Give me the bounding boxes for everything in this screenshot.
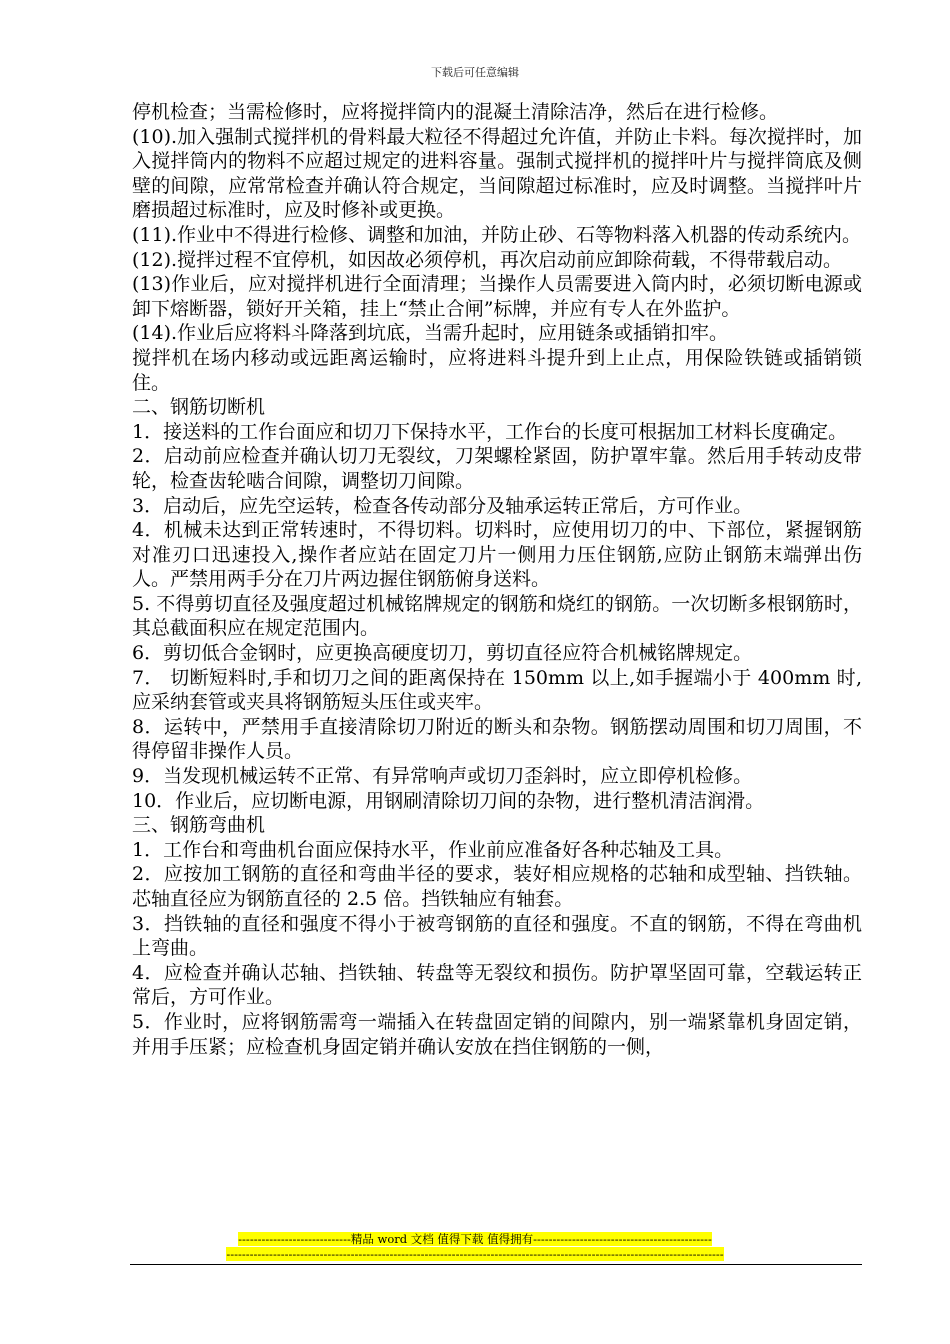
footer-watermark — [0, 1232, 950, 1247]
footer-dash-line: -------------------------------------------------------------------------------------------------------------------------------- — [226, 1247, 724, 1261]
footer-dashes — [0, 1247, 950, 1262]
paragraph: (10).加入强制式搅拌机的骨料最大粒径不得超过允许值，并防止卡料。每次搅拌时，加入搅拌筒内的物料不应超过规定的进料容量。强制式搅拌机的搅拌叶片与搅拌筒底及侧壁的间隙，应常常检查并确认符合规定，当间隙超过标准时，应及时调整。当搅拌叶片磨损超过标准时，应及时修补或更换。 — [132, 125, 862, 222]
paragraph: 3．挡铁轴的直径和强度不得小于被弯钢筋的直径和强度。不直的钢筋，不得在弯曲机上弯曲。 — [132, 912, 862, 960]
footer-text: -----------------------------精品 word 文档 值得下载 值得拥有---------------------------------------------- — [238, 1232, 712, 1246]
paragraph: 5. 不得剪切直径及强度超过机械铭牌规定的钢筋和烧红的钢筋。一次切断多根钢筋时，其总截面积应在规定范围内。 — [132, 592, 862, 640]
paragraph: 1．接送料的工作台面应和切刀下保持水平，工作台的长度可根据加工材料长度确定。 — [132, 420, 848, 443]
page-header — [0, 66, 950, 80]
paragraph: 5．作业时，应将钢筋需弯一端插入在转盘固定销的间隙内，别一端紧靠机身固定销，并用手压紧；应检查机身固定销并确认安放在挡住钢筋的一侧， — [132, 1010, 862, 1058]
header-text: 下载后可任意编辑 — [431, 66, 519, 79]
paragraph: 2．启动前应检查并确认切刀无裂纹，刀架螺栓紧固，防护罩牢靠。然后用手转动皮带轮，检查齿轮啮合间隙，调整切刀间隙。 — [132, 445, 862, 492]
document-body — [132, 100, 862, 1059]
footer-divider — [130, 1264, 862, 1265]
paragraph: (13)作业后，应对搅拌机进行全面清理；当操作人员需要进入筒内时，必须切断电源或卸下熔断器，锁好开关箱，挂上“禁止合闸”标牌，并应有专人在外监护。 — [132, 273, 862, 320]
section-heading: 三、钢筋弯曲机 — [132, 814, 266, 837]
paragraph: (12).搅拌过程不宜停机，如因故必须停机，再次启动前应卸除荷载，不得带载启动。 — [132, 248, 843, 271]
section-heading: 二、钢筋切断机 — [132, 396, 266, 419]
paragraph: 8．运转中，严禁用手直接清除切刀附近的断头和杂物。钢筋摆动周围和切刀周围，不得停留非操作人员。 — [132, 715, 862, 763]
paragraph: 10．作业后，应切断电源，用钢刷清除切刀间的杂物，进行整机清洁润滑。 — [132, 789, 765, 812]
paragraph: 6．剪切低合金钢时，应更换高硬度切刀，剪切直径应符合机械铭牌规定。 — [132, 642, 753, 665]
paragraph: 2．应按加工钢筋的直径和弯曲半径的要求，装好相应规格的芯轴和成型轴、挡铁轴。芯轴直径应为钢筋直径的 2.5 倍。挡铁轴应有轴套。 — [132, 863, 862, 910]
paragraph: 1．工作台和弯曲机台面应保持水平，作业前应准备好各种芯轴及工具。 — [132, 838, 734, 861]
paragraph: 4．机械未达到正常转速时，不得切料。切料时，应使用切刀的中、下部位，紧握钢筋对准刃口迅速投入,操作者应站在固定刀片一侧用力压住钢筋,应防止钢筋末端弹出伤人。严禁用两手分在刀片两边握住钢筋俯身送料。 — [132, 519, 862, 591]
paragraph: 4．应检查并确认芯轴、挡铁轴、转盘等无裂纹和损伤。防护罩坚固可靠，空载运转正常后，方可作业。 — [132, 961, 862, 1009]
paragraph: 3．启动后，应先空运转，检查各传动部分及轴承运转正常后，方可作业。 — [132, 494, 753, 517]
paragraph: 停机检查；当需检修时，应将搅拌筒内的混凝土清除洁净，然后在进行检修。 — [132, 101, 779, 123]
paragraph: (11).作业中不得进行检修、调整和加油，并防止砂、石等物料落入机器的传动系统内。 — [132, 223, 862, 246]
paragraph: (14).作业后应将料斗降落到坑底，当需升起时，应用链条或插销扣牢。 — [132, 322, 729, 345]
paragraph: 9．当发现机械运转不正常、有异常响声或切刀歪斜时，应立即停机检修。 — [132, 765, 753, 788]
paragraph: 7． 切断短料时,手和切刀之间的距离保持在 150mm 以上,如手握端小于 400mm 时,应采纳套管或夹具将钢筋短头压住或夹牢。 — [132, 666, 862, 714]
paragraph: 搅拌机在场内移动或远距离运输时，应将进料斗提升到上止点，用保险铁链或插销锁住。 — [132, 346, 862, 394]
